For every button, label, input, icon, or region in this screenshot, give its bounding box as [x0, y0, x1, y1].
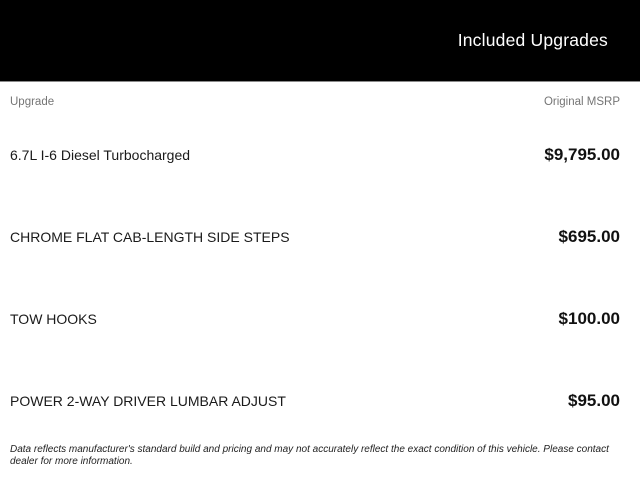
upgrade-msrp: $100.00 — [558, 309, 620, 328]
upgrade-msrp: $695.00 — [558, 227, 620, 246]
upgrade-name: 6.7L I-6 Diesel Turbocharged — [10, 147, 191, 163]
upgrade-name: CHROME FLAT CAB-LENGTH SIDE STEPS — [10, 229, 290, 245]
disclaimer-text: Data reflects manufacturer's standard build and pricing and may not accurately reflect the exact condition of this vehicle. Please contact dealer for more information. — [10, 444, 609, 467]
upgrades-table — [0, 95, 640, 468]
upgrade-msrp: $9,795.00 — [544, 145, 620, 164]
table-row — [10, 278, 620, 360]
table-body — [10, 114, 620, 442]
upgrade-name: TOW HOOKS — [10, 311, 97, 327]
table-row — [10, 196, 620, 278]
table-row — [10, 114, 620, 196]
header-bar — [0, 0, 640, 82]
upgrade-msrp: $95.00 — [568, 391, 620, 410]
page-title: Included Upgrades — [457, 30, 608, 50]
upgrade-name: POWER 2-WAY DRIVER LUMBAR ADJUST — [10, 393, 286, 409]
column-header-msrp: Original MSRP — [543, 96, 620, 108]
column-header-upgrade: Upgrade — [10, 96, 55, 108]
table-row — [10, 360, 620, 442]
table-column-headers — [10, 95, 620, 109]
